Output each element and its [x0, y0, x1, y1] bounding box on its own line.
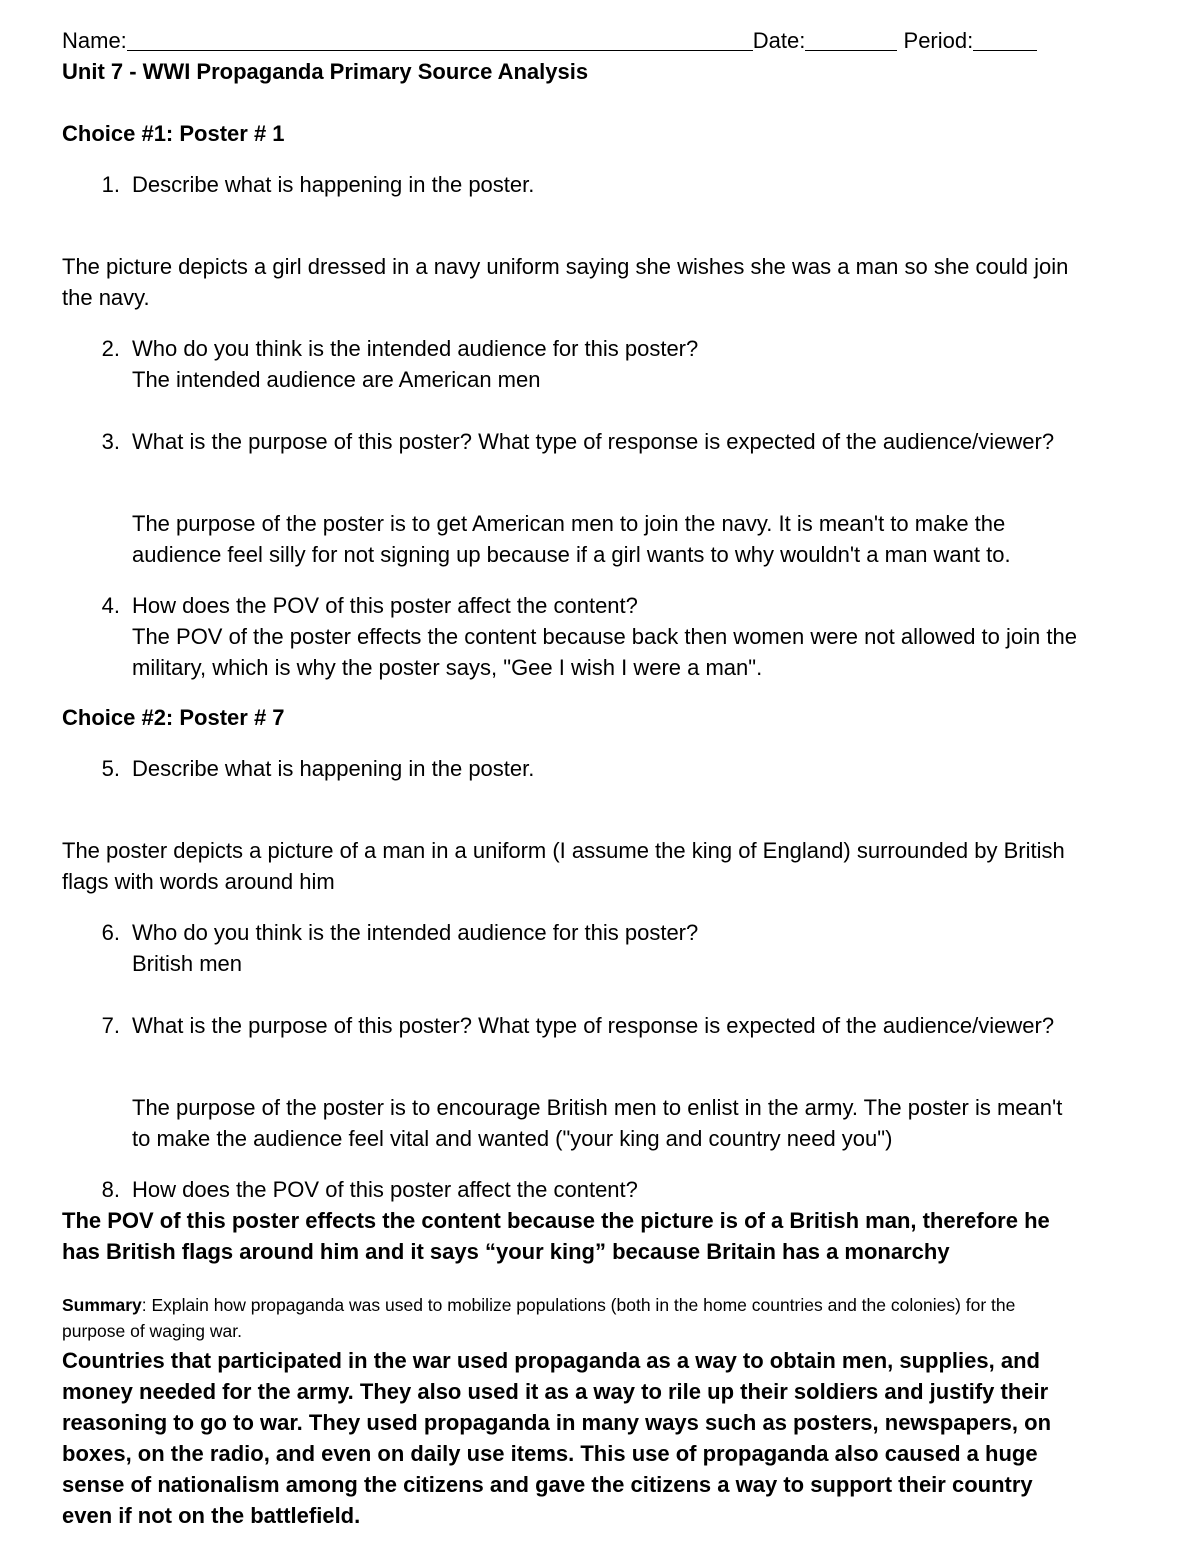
a3-line1: The purpose of the poster is to get American men to join the navy. It is mean't to make the [132, 511, 1006, 536]
q3-text: What is the purpose of this poster? What type of response is expected of the audience/viewer? [132, 429, 1055, 454]
q1-text: Describe what is happening in the poster. [132, 172, 535, 197]
q1-number: 1. [101, 172, 120, 197]
summary-answer-line: even if not on the battlefield. [62, 1503, 361, 1528]
summary-answer-line: boxes, on the radio, and even on daily use items. This use of propaganda also caused a huge [62, 1441, 1038, 1466]
summary-prompt-text: : Explain how propaganda was used to mobilize populations (both in the home countries and the colonies) for the [141, 1295, 1016, 1315]
a2-text: The intended audience are American men [132, 367, 541, 392]
q6-text: Who do you think is the intended audience for this poster? [132, 920, 699, 945]
q4-text: How does the POV of this poster affect the content? [132, 593, 638, 618]
a4-line2: military, which is why the poster says, "Gee I wish I were a man". [132, 655, 763, 680]
a8-line2: has British flags around him and it says “your king” because Britain has a monarchy [62, 1239, 950, 1264]
period-blank[interactable] [973, 30, 1037, 51]
q2-number: 2. [101, 336, 120, 361]
a4-line1: The POV of the poster effects the content because back then women were not allowed to join the [132, 624, 1077, 649]
summary-prompt-line2: purpose of waging war. [62, 1321, 242, 1341]
period-label: Period: [903, 28, 974, 53]
choice1-heading: Choice #1: Poster # 1 [62, 121, 285, 146]
a5-line1: The poster depicts a picture of a man in a uniform (I assume the king of England) surrounded by British [62, 838, 1065, 863]
q8-number: 8. [101, 1177, 120, 1202]
a3-line2: audience feel silly for not signing up because if a girl wants to why wouldn't a man want to. [132, 542, 1011, 567]
q2-text: Who do you think is the intended audience for this poster? [132, 336, 699, 361]
q5-number: 5. [101, 756, 120, 781]
date-blank[interactable] [805, 30, 897, 51]
a6-text: British men [132, 951, 243, 976]
a1-line2: the navy. [62, 285, 150, 310]
header-line [62, 25, 1037, 56]
summary-prompt-line1 [62, 1292, 1015, 1318]
q3-number: 3. [101, 429, 120, 454]
q8-text: How does the POV of this poster affect the content? [132, 1177, 638, 1202]
summary-answer-line: money needed for the army. They also used it as a way to rile up their soldiers and justify their [62, 1379, 1049, 1404]
q7-number: 7. [101, 1013, 120, 1038]
q6-number: 6. [101, 920, 120, 945]
a7-line1: The purpose of the poster is to encourage British men to enlist in the army. The poster is mean't [132, 1095, 1063, 1120]
q4-number: 4. [101, 593, 120, 618]
date-label: Date: [752, 28, 806, 53]
name-blank[interactable] [127, 30, 753, 51]
summary-answer-line: Countries that participated in the war used propaganda as a way to obtain men, supplies, and [62, 1348, 1040, 1373]
q7-text: What is the purpose of this poster? What type of response is expected of the audience/viewer? [132, 1013, 1055, 1038]
page-title: Unit 7 - WWI Propaganda Primary Source Analysis [62, 59, 589, 84]
q5-text: Describe what is happening in the poster. [132, 756, 535, 781]
a8-line1: The POV of this poster effects the content because the picture is of a British man, therefore he [62, 1208, 1050, 1233]
name-label: Name: [62, 28, 127, 53]
summary-label: Summary [62, 1295, 142, 1315]
a1-line1: The picture depicts a girl dressed in a navy uniform saying she wishes she was a man so she could join [62, 254, 1069, 279]
choice2-heading: Choice #2: Poster # 7 [62, 705, 285, 730]
a5-line2: flags with words around him [62, 869, 335, 894]
a7-line2: to make the audience feel vital and wanted ("your king and country need you") [132, 1126, 893, 1151]
summary-answer-line: reasoning to go to war. They used propaganda in many ways such as posters, newspapers, on [62, 1410, 1052, 1435]
summary-answer-line: sense of nationalism among the citizens and gave the citizens a way to support their country [62, 1472, 1033, 1497]
